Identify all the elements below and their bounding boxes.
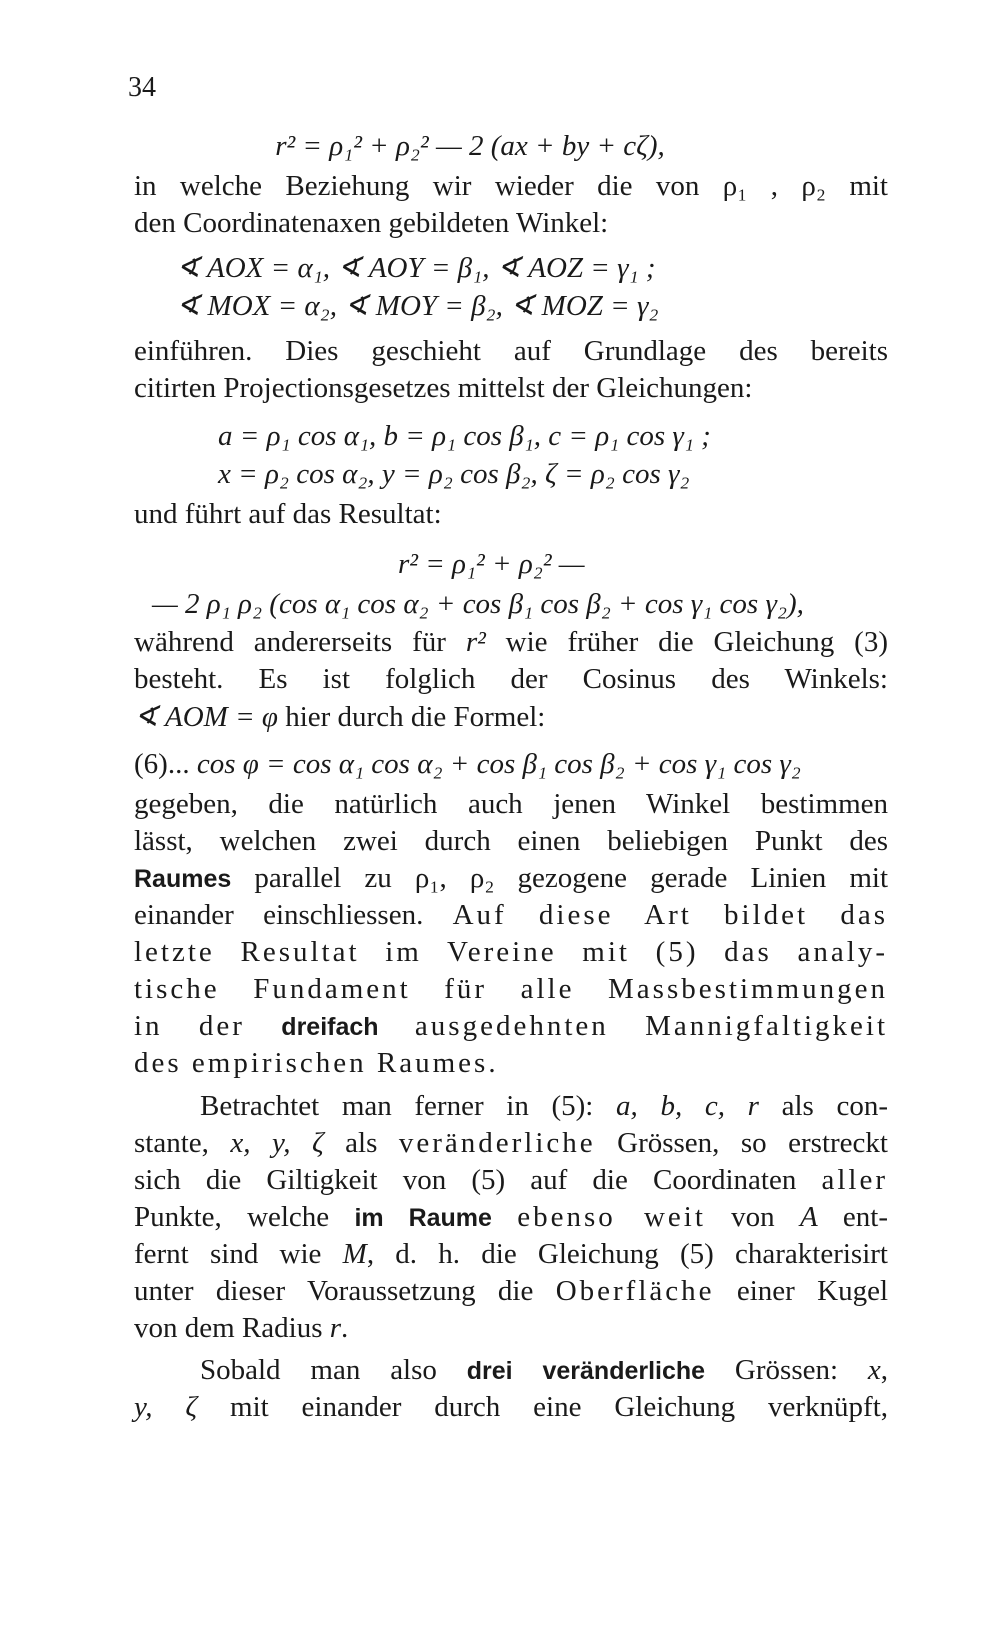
text-line <box>134 1389 888 1425</box>
page-number: 34 <box>128 72 156 103</box>
math-text: x <box>867 1354 881 1386</box>
math-text: cos φ = cos α₁ cos α₂ + cos β₁ cos β₂ + cos γ₁ cos γ₂ <box>196 748 801 780</box>
text-line <box>134 1162 888 1198</box>
math-text: x, y, ζ <box>230 1127 324 1159</box>
math-text: A <box>799 1201 818 1233</box>
math-text: ∢ AOX = α₁, ∢ AOY = β₁, ∢ AOZ = γ₁ ; <box>176 252 656 284</box>
text-run: , <box>880 1354 889 1386</box>
text-run: fernt sind wie <box>134 1238 343 1270</box>
text-run: von dem Radius <box>134 1312 330 1344</box>
math-text: x = ρ₂ cos α₂, y = ρ₂ cos β₂, ζ = ρ₂ cos γ₂ <box>218 458 690 490</box>
bold-text: im Raume <box>354 1204 492 1232</box>
text-run: parallel zu ρ₁, ρ₂ gezogene gerade Linien mit <box>231 862 888 894</box>
text-run: mit einander durch eine Gleichung verknüpft, <box>197 1391 889 1423</box>
math-text: r <box>329 1312 342 1344</box>
text-line <box>134 333 888 369</box>
text-run: einführen. Dies geschieht auf Grundlage des bereits <box>134 335 888 367</box>
text-run: wie früher die Gleichung (3) <box>485 626 888 658</box>
text-line <box>134 786 888 822</box>
text-run: stante, <box>134 1127 231 1159</box>
math-text: r² <box>465 626 486 658</box>
text-run: gegeben, die natürlich auch jenen Winkel bestimmen <box>134 788 888 820</box>
bold-text: Raumes <box>134 865 232 893</box>
spaced-text: in der <box>134 1010 282 1042</box>
text-run: ent- <box>817 1201 888 1233</box>
formula-line <box>218 418 818 454</box>
formula-line <box>152 586 892 622</box>
text-line <box>134 699 888 735</box>
text-run: als <box>323 1127 399 1159</box>
text-run: den Coordinatenaxen gebildeten Winkel: <box>134 207 609 239</box>
math-text: ∢ AOM = φ <box>134 701 278 733</box>
text-run: sich die Giltigkeit von (5) auf die Coordinaten <box>134 1164 822 1196</box>
spaced-text: aller <box>821 1164 888 1196</box>
text-run: von <box>705 1201 800 1233</box>
text-run: Grössen, so erstreckt <box>595 1127 888 1159</box>
text-run <box>492 1201 517 1233</box>
text-run: einer Kugel <box>714 1275 888 1307</box>
spaced-text: veränderliche <box>398 1127 596 1159</box>
math-text: M <box>342 1238 367 1270</box>
text-run: besteht. Es ist folglich der Cosinus des Winkels: <box>134 663 888 695</box>
formula-line <box>134 746 888 782</box>
text-line <box>200 1088 888 1124</box>
formula-line <box>398 546 698 582</box>
bold-text: dreifach <box>281 1013 379 1041</box>
spaced-text: Oberfläche <box>555 1275 715 1307</box>
text-run: Grössen: <box>705 1354 868 1386</box>
text-run: als con- <box>758 1090 888 1122</box>
text-run: lässt, welchen zwei durch einen beliebigen Punkt des <box>134 825 888 857</box>
text-line <box>134 205 888 241</box>
math-text: — 2 ρ₁ ρ₂ (cos α₁ cos α₂ + cos β₁ cos β₂ + cos γ₁ cos γ₂), <box>152 588 804 620</box>
spaced-text: ausgedehnten Mannigfaltigkeit <box>378 1010 888 1042</box>
text-run <box>513 1354 543 1386</box>
spaced-text: letzte Resultat im Vereine mit (5) das analy- <box>134 936 888 968</box>
text-line <box>134 897 888 933</box>
formula-line <box>176 288 836 324</box>
bold-text: veränderliche <box>542 1357 706 1385</box>
text-run: Sobald man also <box>200 1354 467 1386</box>
text-run: , d. h. die Gleichung (5) charakterisirt <box>366 1238 888 1270</box>
spaced-text: tische Fundament für alle Massbestimmungen <box>134 973 888 1005</box>
spaced-text: Auf diese Art bildet das <box>452 899 888 931</box>
text-run: Punkte, welche <box>134 1201 355 1233</box>
text-run: . <box>341 1312 349 1344</box>
text-line <box>134 1008 888 1045</box>
math-text: a, b, c, r <box>616 1090 759 1122</box>
text-line <box>134 1273 888 1309</box>
text-line <box>134 661 888 697</box>
text-run: (6)... <box>134 748 197 780</box>
text-line <box>134 1310 888 1346</box>
math-text: y, ζ <box>134 1391 198 1423</box>
bold-text: drei <box>466 1357 513 1385</box>
text-line <box>134 168 888 204</box>
spaced-text: ebenso weit <box>517 1201 706 1233</box>
text-line <box>134 370 888 406</box>
text-line <box>134 1045 888 1081</box>
text-run: einander einschliessen. <box>134 899 453 931</box>
text-run: während andererseits für <box>134 626 466 658</box>
text-line <box>200 1352 888 1389</box>
text-line <box>134 971 888 1007</box>
formula-line <box>176 250 836 286</box>
text-run: hier durch die Formel: <box>277 701 546 733</box>
math-text: r² = ρ₁² + ρ₂² — <box>398 548 585 580</box>
formula-line <box>218 456 818 492</box>
text-run: Betrachtet man ferner in (5): <box>200 1090 617 1122</box>
spaced-text: des empirischen Raumes. <box>134 1047 499 1079</box>
text-run: unter dieser Voraussetzung die <box>134 1275 556 1307</box>
text-line <box>134 1236 888 1272</box>
text-line <box>134 934 888 970</box>
text-run: in welche Beziehung wir wieder die von ρ₁ , ρ₂ mit <box>134 170 888 202</box>
text-run: und führt auf das Resultat: <box>134 498 442 530</box>
text-line <box>134 496 888 532</box>
text-line <box>134 624 888 660</box>
math-text: a = ρ₁ cos α₁, b = ρ₁ cos β₁, c = ρ₁ cos γ₁ ; <box>218 420 711 452</box>
text-line <box>134 1125 888 1161</box>
math-text: r² = ρ₁² + ρ₂² — 2 (ax + by + cζ), <box>275 130 665 162</box>
math-text: ∢ MOX = α₂, ∢ MOY = β₂, ∢ MOZ = γ₂ <box>176 290 659 322</box>
text-line <box>134 860 888 897</box>
formula-line <box>190 128 750 164</box>
text-line <box>134 823 888 859</box>
text-line <box>134 1199 888 1236</box>
text-run: citirten Projectionsgesetzes mittelst der Gleichungen: <box>134 372 753 404</box>
